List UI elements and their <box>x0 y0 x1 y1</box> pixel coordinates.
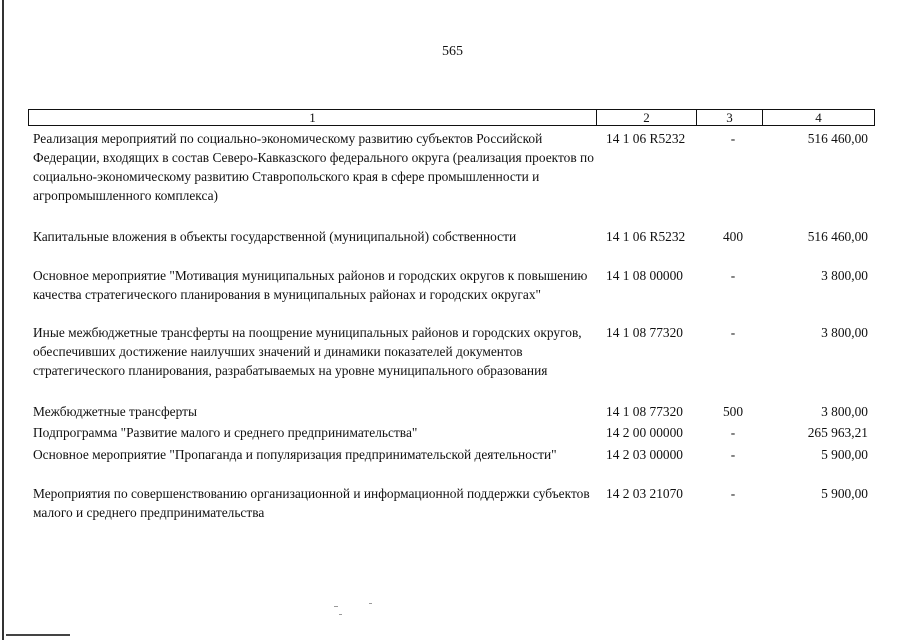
row-type: 500 <box>722 404 744 419</box>
row-name: Иные межбюджетные трансферты на поощрение муниципальных районов и городских округов, обеспечивших достижение наилучших значений и динамики показателей документов стратегического планирования, разрабатываемых на уровне муниципального образования <box>33 325 582 378</box>
scan-speck <box>369 603 372 604</box>
scan-speck <box>334 606 338 607</box>
table-row <box>0 129 905 207</box>
table-row <box>0 423 905 443</box>
table-row <box>0 484 905 524</box>
row-code: 14 1 08 77320 <box>606 325 683 340</box>
row-type: - <box>730 325 736 340</box>
column-header-amount: 4 <box>762 110 874 125</box>
column-header-type: 3 <box>696 110 762 125</box>
row-code: 14 2 03 21070 <box>606 486 683 501</box>
column-header-code: 2 <box>596 110 696 125</box>
row-code: 14 2 00 00000 <box>606 425 683 440</box>
row-amount: 516 460,00 <box>807 131 868 146</box>
row-name: Реализация мероприятий по социально-экономическому развитию субъектов Российской Федерации, входящих в состав Северо-Кавказского федерального округа (реализация проектов по социально-экономическому развитию Ставропольского края в сфере промышленности и агропромышленного комплекса) <box>33 131 594 203</box>
row-code: 14 1 06 R5232 <box>606 131 686 146</box>
row-amount: 265 963,21 <box>807 425 868 440</box>
row-type: - <box>730 425 736 440</box>
row-code: 14 1 06 R5232 <box>606 229 686 244</box>
row-code: 14 1 08 77320 <box>606 404 683 419</box>
table-row <box>0 323 905 401</box>
row-type: - <box>730 268 736 283</box>
row-name: Мероприятия по совершенствованию организационной и информационной поддержки субъектов малого и среднего предпринимательства <box>33 486 590 520</box>
table-row <box>0 402 905 422</box>
scan-speck <box>339 614 342 615</box>
table-row <box>0 227 905 247</box>
row-code: 14 2 03 00000 <box>606 447 683 462</box>
row-name: Основное мероприятие "Пропаганда и популяризация предпринимательской деятельности" <box>33 447 557 462</box>
column-header-name: 1 <box>309 110 316 125</box>
table-row <box>0 266 905 324</box>
row-type: - <box>730 486 736 501</box>
row-type: 400 <box>722 229 744 244</box>
row-amount: 516 460,00 <box>807 229 868 244</box>
row-name: Основное мероприятие "Мотивация муниципальных районов и городских округов к повышению качества стратегического планирования в муниципальных районах и городских округах" <box>33 268 588 302</box>
row-name: Капитальные вложения в объекты государственной (муниципальной) собственности <box>33 229 517 244</box>
row-name: Подпрограмма "Развитие малого и среднего предпринимательства" <box>33 425 418 440</box>
row-amount: 5 900,00 <box>821 486 868 501</box>
row-type: - <box>730 447 736 462</box>
scan-bottom-mark <box>6 634 70 636</box>
page-number: 565 <box>442 44 463 59</box>
table-row <box>0 445 905 485</box>
row-amount: 3 800,00 <box>821 325 868 340</box>
row-name: Межбюджетные трансферты <box>33 404 197 419</box>
row-amount: 3 800,00 <box>821 404 868 419</box>
table-header-row <box>28 109 875 126</box>
row-type: - <box>730 131 736 146</box>
row-code: 14 1 08 00000 <box>606 268 683 283</box>
row-amount: 3 800,00 <box>821 268 868 283</box>
row-amount: 5 900,00 <box>821 447 868 462</box>
